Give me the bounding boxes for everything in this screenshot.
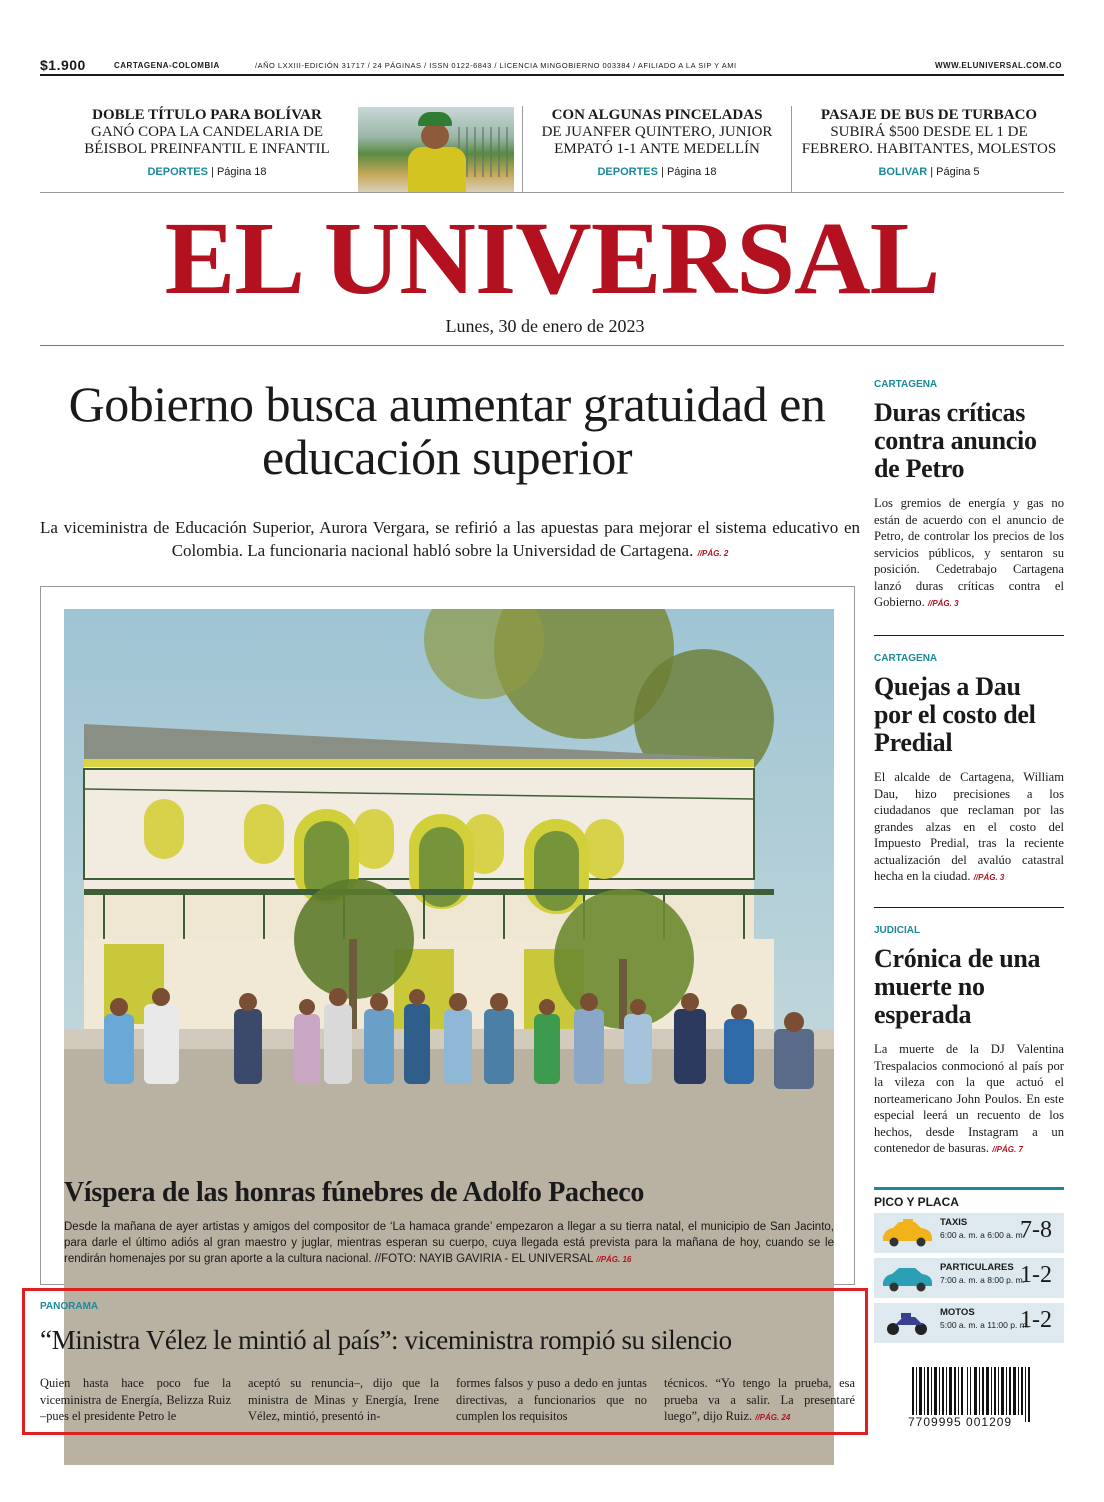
sidebar-story-dau[interactable]: [874, 653, 1064, 887]
panorama-column-text: técnicos. “Yo tengo la prueba, esa prueba va a salir. La presentaré luego”, dijo Ruiz.: [664, 1376, 855, 1423]
issue-date: Lunes, 30 de enero de 2023: [445, 316, 645, 336]
photo-page-ref[interactable]: //PÁG. 16: [596, 1255, 632, 1264]
teaser-page: | Página 18: [211, 166, 267, 178]
teaser-section: DEPORTES: [597, 166, 658, 178]
sidebar-page-ref[interactable]: //PÁG. 3: [927, 599, 959, 608]
photo-story-caption: [64, 1219, 834, 1268]
sidebar-divider: [874, 907, 1064, 908]
website-link[interactable]: WWW.ELUNIVERSAL.COM.CO: [935, 61, 1062, 70]
pyp-label: MOTOS: [940, 1307, 975, 1318]
sidebar-body: [874, 769, 1064, 887]
sidebar-body-text: El alcalde de Cartagena, William Dau, hizo precisiones a los ciudadanos que reclaman por las grandes alzas en el costo del Impuesto Predial, tras la reciente actualización del avalúo catastral hecha en la ciudad.: [874, 770, 1064, 883]
pyp-hours: 5:00 a. m. a 11:00 p. m.: [940, 1320, 1030, 1330]
panorama-page-ref[interactable]: //PÁG. 24: [755, 1413, 791, 1422]
sidebar-section-label: CARTAGENA: [874, 379, 938, 390]
pico-y-placa-taxis: [874, 1213, 1064, 1253]
pyp-label: TAXIS: [940, 1217, 968, 1228]
photo-credit: //FOTO: NAYIB GAVIRIA - EL UNIVERSAL: [374, 1253, 594, 1265]
masthead-logo[interactable]: EL UNIVERSAL: [164, 201, 940, 316]
masthead-divider: [40, 345, 1064, 346]
taxi-icon: [879, 1219, 935, 1247]
pico-y-placa-particulares: [874, 1258, 1064, 1298]
teaser-headline-bold: CON ALGUNAS PINCELADAS: [551, 107, 763, 123]
barcode-number: 7709995 001209: [908, 1415, 1013, 1429]
pyp-hours: 6:00 a. m. a 6:00 a. m.: [940, 1230, 1026, 1240]
teaser-headline-bold: DOBLE TÍTULO PARA BOLÍVAR: [92, 107, 322, 123]
sidebar-body: [874, 495, 1064, 613]
city-label: CARTAGENA-COLOMBIA: [114, 61, 220, 70]
teaser-section: DEPORTES: [147, 166, 208, 178]
price-label: $1.900: [40, 57, 86, 73]
pico-y-placa-rule: [874, 1187, 1064, 1190]
teaser-page: | Página 5: [930, 166, 980, 178]
edition-info: /AÑO LXXIII-EDICIÓN 31717 / 24 PÁGINAS / ISSN 0122-6843 / LICENCIA MINGOBIERNO 003384 / AFILIADO A LA SIP Y AMI: [255, 61, 737, 70]
sidebar-page-ref[interactable]: //PÁG. 3: [973, 873, 1005, 882]
barcode-icon: [912, 1367, 1030, 1422]
teaser-headline-bold: PASAJE DE BUS DE TURBACO: [820, 107, 1038, 123]
panorama-body: [40, 1375, 855, 1427]
lead-page-ref[interactable]: //PÁG. 2: [697, 549, 729, 558]
teaser-photo-baseball-player[interactable]: [358, 107, 514, 192]
sidebar-section-label: JUDICIAL: [874, 925, 921, 936]
sidebar-headline[interactable]: Quejas a Dau por el costo del Predial: [874, 672, 1036, 757]
teaser-page: | Página 18: [661, 166, 717, 178]
teaser-bolivar-baseball[interactable]: [66, 107, 348, 178]
lead-deck-text: La viceministra de Educación Superior, Aurora Vergara, se refirió a las apuestas para mejorar el sistema educativo en Colombia. La funcionaria nacional habló sobre la Universidad de Cartagena.: [40, 518, 860, 560]
pyp-digits: 1-2: [1020, 1307, 1052, 1333]
pyp-hours: 7:00 a. m. a 8:00 p. m.: [940, 1275, 1026, 1285]
panorama-section-label: PANORAMA: [40, 1301, 99, 1312]
teaser-divider-bottom: [40, 192, 1064, 193]
sidebar-body: [874, 1041, 1064, 1159]
pyp-label: PARTICULARES: [940, 1262, 1014, 1273]
car-icon: [879, 1264, 935, 1292]
sidebar-divider: [874, 635, 1064, 636]
lead-headline[interactable]: Gobierno busca aumentar gratuidad en educación superior: [68, 376, 826, 485]
teaser-headline: DE JUANFER QUINTERO, JUNIOR EMPATÓ 1-1 ANTE MEDELLÍN: [541, 124, 773, 157]
panorama-column: formes falsos y puso a dedo en juntas directivas, a funcionarios que no cumplen los requisitos: [456, 1376, 647, 1423]
teaser-headline: SUBIRÁ $500 DESDE EL 1 DE FEBRERO. HABITANTES, MOLESTOS: [801, 124, 1057, 157]
sidebar-headline[interactable]: Crónica de una muerte no esperada: [874, 944, 1041, 1029]
sidebar-story-valentina[interactable]: [874, 925, 1064, 1159]
sidebar-body-text: La muerte de la DJ Valentina Trespalacios conmocionó al país por la vileza con la que actuó el norteamericano John Poulos. En este especial leerá un recuento de los hechos, desde Instagram a un contenedor de basuras.: [874, 1042, 1064, 1155]
teaser-section: BOLIVAR: [878, 166, 928, 178]
motorcycle-icon: [879, 1309, 935, 1337]
teaser-headline: GANÓ COPA LA CANDELARIA DE BÉISBOL PREINFANTIL E INFANTIL: [84, 124, 330, 157]
photo-story-title[interactable]: Víspera de las honras fúnebres de Adolfo Pacheco: [64, 1177, 645, 1208]
sidebar-headline[interactable]: Duras críticas contra anuncio de Petro: [874, 398, 1037, 483]
panorama-headline[interactable]: “Ministra Vélez le mintió al país”: viceministra rompió su silencio: [40, 1325, 732, 1355]
teaser-divider: [791, 106, 792, 192]
pico-y-placa-title: PICO Y PLACA: [874, 1195, 959, 1209]
teaser-turbaco-bus[interactable]: [796, 107, 1062, 178]
pico-y-placa-motos: [874, 1303, 1064, 1343]
top-divider: [40, 74, 1064, 76]
lead-deck: [40, 516, 860, 565]
teaser-junior-match[interactable]: [530, 107, 784, 178]
photo-caption-text: Desde la mañana de ayer artistas y amigos del compositor de ‘La hamaca grande’ empezaron a llegar a su tierra natal, el municipio de San Jacinto, para darle el último adiós al gran maestro y juglar, mientras esperan su cuerpo, cuya llegada está prevista para la mañana de hoy, cuando se le rendirán homenajes por su gran aporte a la cultura nacional.: [64, 1221, 834, 1265]
pyp-digits: 1-2: [1020, 1262, 1052, 1288]
panorama-column: aceptó su renuncia–, dijo que la ministra de Minas y Energía, Irene Vélez, mintió, presentó in-: [248, 1376, 439, 1423]
sidebar-story-petro[interactable]: [874, 379, 1064, 613]
teaser-divider: [522, 106, 523, 192]
panorama-column: [664, 1375, 855, 1427]
sidebar-page-ref[interactable]: //PÁG. 7: [992, 1145, 1023, 1154]
pyp-digits: 7-8: [1020, 1217, 1052, 1243]
panorama-column: Quien hasta hace poco fue la viceministra de Energía, Belizza Ruiz –pues el presidente Petro le: [40, 1376, 231, 1423]
sidebar-section-label: CARTAGENA: [874, 653, 938, 664]
sidebar-body-text: Los gremios de energía y gas no están de acuerdo con el anuncio de Petro, de controlar los precios de los servicios públicos, y sentaron su posición. Cedetrabajo Cartagena lanzó duras críticas contra el Gobierno.: [874, 496, 1064, 609]
